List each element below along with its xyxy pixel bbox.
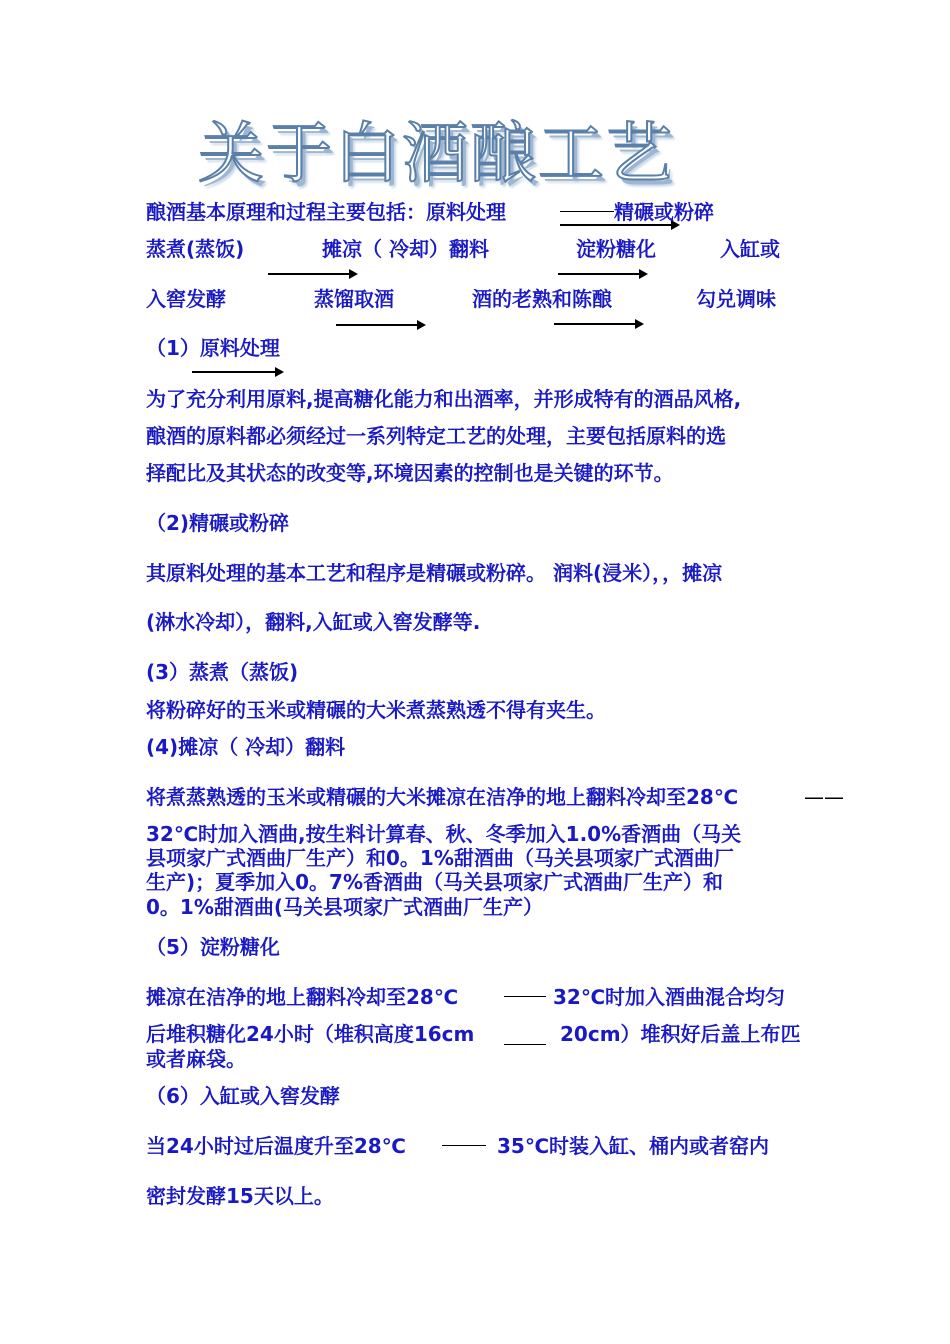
section-4-line-1: 将煮蒸熟透的玉米或精碾的大米摊凉在洁净的地上翻料冷却至28℃ xyxy=(146,785,739,809)
section-5-line-2-end: 20cm）堆积好后盖上布匹 xyxy=(560,1022,801,1046)
section-6-dash xyxy=(442,1145,486,1146)
intro-step-ferment: 入窖发酵 xyxy=(146,287,226,311)
page-title: 关于白酒酿工艺 xyxy=(198,115,674,192)
arrow-4 xyxy=(336,324,424,326)
intro-step-blend: 勾兑调味 xyxy=(696,287,776,311)
intro-step-cool: 摊凉（ 冷却）翻料 xyxy=(322,237,489,261)
section-4-line-5: 0。1%甜酒曲(马关县项家广式酒曲厂生产） xyxy=(146,895,544,919)
section-6-line-1-start: 当24小时过后温度升至28℃ xyxy=(146,1134,406,1158)
arrow-6 xyxy=(192,371,282,373)
section-4-dash: —— xyxy=(804,785,844,809)
section-5-line-1-start: 摊凉在洁净的地上翻料冷却至28℃ xyxy=(146,985,459,1009)
section-5-dash-1 xyxy=(504,996,546,997)
intro-step-saccharify: 淀粉糖化 xyxy=(576,237,656,261)
section-5-line-3: 或者麻袋。 xyxy=(146,1047,246,1071)
intro-line1-start: 酿酒基本原理和过程主要包括：原料处理 xyxy=(146,200,506,224)
section-5-dash-2 xyxy=(504,1044,546,1045)
intro-underline xyxy=(560,211,614,212)
arrow-2 xyxy=(268,273,356,275)
section-4-heading: (4)摊凉（ 冷却）翻料 xyxy=(146,735,346,759)
intro-step-steam: 蒸煮(蒸饭) xyxy=(146,237,245,261)
section-2-line-1: 其原料处理的基本工艺和程序是精碾或粉碎。 润料(浸米），，摊凉 xyxy=(146,561,723,585)
intro-step-vat: 入缸或 xyxy=(720,237,780,261)
section-5-heading: （5）淀粉糖化 xyxy=(146,935,280,959)
arrow-1 xyxy=(560,224,678,226)
arrow-3 xyxy=(558,273,646,275)
intro-step-distill: 蒸馏取酒 xyxy=(314,287,394,311)
section-5-line-2-start: 后堆积糖化24小时（堆积高度16cm xyxy=(146,1022,475,1046)
section-3-heading: (3）蒸煮（蒸饭) xyxy=(146,660,299,684)
section-1-line-3: 择配比及其状态的改变等,环境因素的控制也是关键的环节。 xyxy=(146,461,674,485)
section-3-line-1: 将粉碎好的玉米或精碾的大米煮蒸熟透不得有夹生。 xyxy=(146,698,606,722)
section-4-line-4: 生产)；夏季加入0。7%香酒曲（马关县项家广式酒曲厂生产）和 xyxy=(146,870,724,894)
section-2-line-2: (淋水冷却），翻料,入缸或入窖发酵等. xyxy=(146,610,481,634)
section-6-line-1-end: 35℃时装入缸、桶内或者窑内 xyxy=(497,1134,770,1158)
section-5-line-1-end: 32℃时加入酒曲混合均匀 xyxy=(553,985,786,1009)
section-2-heading: （2)精碾或粉碎 xyxy=(146,511,290,535)
intro-step-age: 酒的老熟和陈酿 xyxy=(472,287,612,311)
section-1-heading: （1）原料处理 xyxy=(146,336,280,360)
section-4-line-3: 县项家广式酒曲厂生产）和0。1%甜酒曲（马关县项家广式酒曲厂 xyxy=(146,846,734,870)
section-6-line-2: 密封发酵15天以上。 xyxy=(146,1184,334,1208)
section-6-heading: （6）入缸或入窖发酵 xyxy=(146,1084,340,1108)
intro-line1-end: 精碾或粉碎 xyxy=(614,200,714,224)
arrow-5 xyxy=(554,323,642,325)
section-1-line-2: 酿酒的原料都必须经过一系列特定工艺的处理，主要包括原料的选 xyxy=(146,424,726,448)
section-1-line-1: 为了充分利用原料,提高糖化能力和出酒率，并形成特有的酒品风格, xyxy=(146,387,742,411)
section-4-line-2: 32℃时加入酒曲,按生料计算春、秋、冬季加入1.0%香酒曲（马关 xyxy=(146,822,742,846)
